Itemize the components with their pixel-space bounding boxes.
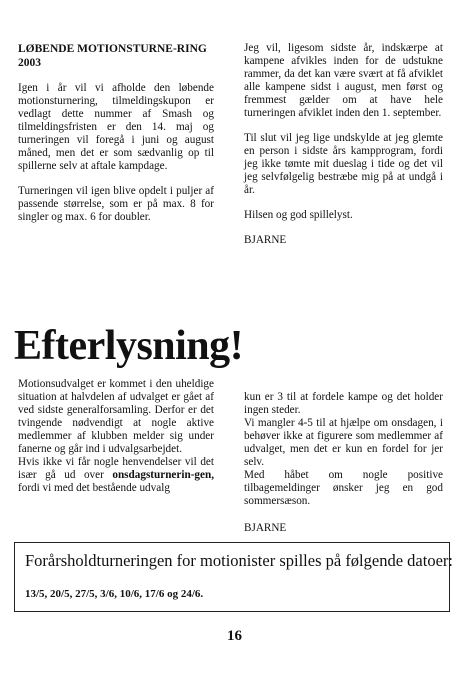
article-heading: LØBENDE MOTIONSTURNE-RING 2003 xyxy=(18,43,207,69)
dates-box-dates: 13/5, 20/5, 27/5, 3/6, 10/6, 17/6 og 24/6. xyxy=(25,588,204,600)
article-paragraph xyxy=(18,456,214,495)
article-paragraph: Med håbet om nogle positive tilbagemeldinger ønsker jeg en god sommersæson. xyxy=(244,469,443,507)
dates-box-title: Forårsholdturneringen for motionister spilles på følgende datoer: xyxy=(25,551,453,570)
article-paragraph: Vi mangler 4-5 til at hjælpe om onsdagen, i behøver ikke at figurere som medlemmer af udvalget, men det er kun en fordel for jer selv. xyxy=(244,417,443,468)
dates-box xyxy=(14,542,453,612)
article-signature: BJARNE xyxy=(244,234,287,246)
page-number: 16 xyxy=(227,628,242,644)
tournament-article-left xyxy=(18,42,214,236)
tournament-article-right xyxy=(244,42,443,259)
efterlysning-left-column xyxy=(18,378,214,495)
article-paragraph: Til slut vil jeg lige undskylde at jeg glemte en person i sidste års kampprogram, fordi jeg ikke tømte mit dueslag i tide og det vil jeg selvfølgelig bestræbe mig på at undgå i år. xyxy=(244,132,443,196)
paragraph-text: Hvis ikke vi får nogle henvendelser vil det især gå ud over xyxy=(18,456,214,481)
article-paragraph: Igen i år vil vi afholde den løbende motionsturnering, tilmeldingskupon er vedlagt dette nummer af Smash og tilmeldingsfristen er den 14. maj og turneringen vil foregå i juni og august måned, men det er som sædvanlig op til spillerne selv at aftale kampdage. xyxy=(18,82,214,172)
article-signature: BJARNE xyxy=(244,522,287,534)
efterlysning-title: Efterlysning! xyxy=(14,323,244,369)
article-greeting: Hilsen og god spillelyst. xyxy=(244,209,353,221)
article-paragraph: Turneringen vil igen blive opdelt i puljer af passende størrelse, som er på max. 8 for singler og max. 6 for doubler. xyxy=(18,185,214,223)
paragraph-text: fordi vi med det bestående udvalg xyxy=(18,482,170,494)
article-paragraph: kun er 3 til at fordele kampe og det holder ingen steder. xyxy=(244,391,443,416)
article-paragraph: Jeg vil, ligesom sidste år, indskærpe at kampene afvikles inden for de udstukne rammer, da det kan være svært at få afviklet alle kampene sidst i august, men først og fremmest gælder om at have hele turneringen afviklet inden den 1. september. xyxy=(244,42,443,119)
bold-emphasis: onsdagsturnerin-gen, xyxy=(112,469,214,481)
efterlysning-right-column xyxy=(244,391,443,535)
article-paragraph: Motionsudvalget er kommet i den uheldige situation at halvdelen af udvalget er gået af ved sidste generalforsamling. Derfor er det tvingende nødvendigt at nogle aktive medlemmer af klubben melder sig under fanerne og går ind i udvalgsarbejdet. xyxy=(18,378,214,455)
